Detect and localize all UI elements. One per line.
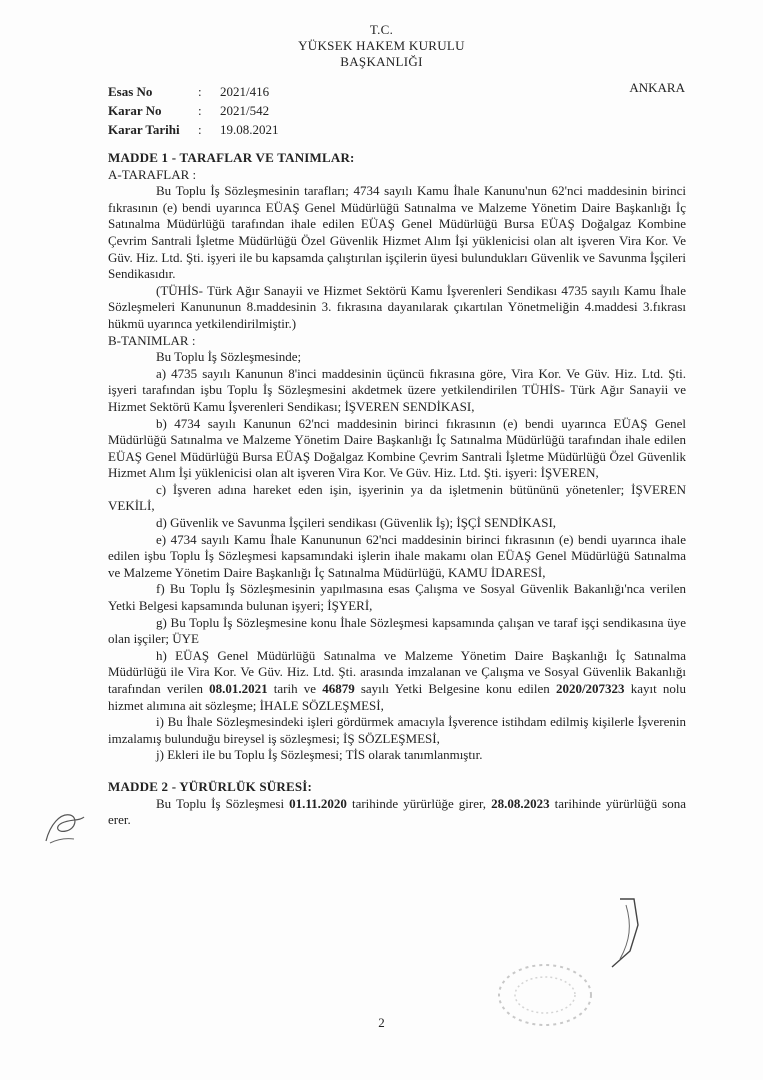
yetki-number: 46879 bbox=[322, 681, 355, 696]
tanimlar-intro: Bu Toplu İş Sözleşmesinde; bbox=[156, 349, 302, 365]
meta-value: 19.08.2021 bbox=[220, 122, 279, 137]
definition-item-i: i) Bu İhale Sözleşmesindeki işleri gördürmek amacıyla İşverence istihdam edilmiş kişilerle İşverenin imzalamış bulunduğu bireysel iş sözleşmesi; İŞ SÖZLEŞMESİ, bbox=[108, 714, 686, 746]
end-date: 28.08.2023 bbox=[491, 795, 550, 811]
taraflar-heading: A-TARAFLAR : bbox=[108, 166, 197, 182]
meta-value: 2021/542 bbox=[220, 103, 270, 118]
tuhis-note-paragraph: (TÜHİS- Türk Ağır Sanayii ve Hizmet Sektörü Kamu İşverenleri Sendikası 4735 sayılı Kamu İhale Sözleşmeleri Kanununun 8.maddesinin 3. fıkrasına dayanılarak çıkartılan Yönetmeliğin 4.maddesi 3.fıkrası hükmü uyarınca yetkilendirilmiştir.) bbox=[108, 282, 686, 331]
yetki-date: 08.01.2021 bbox=[209, 681, 268, 696]
definition-item-j: j) Ekleri ile bu Toplu İş Sözleşmesi; TİS olarak tanımlanmıştır. bbox=[156, 747, 483, 763]
margin-initial-signature bbox=[40, 805, 88, 849]
meta-label: Esas No bbox=[108, 84, 153, 99]
madde2-paragraph bbox=[108, 796, 686, 829]
definition-item-g: g) Bu Toplu İş Sözleşmesine konu İhale Sözleşmesi kapsamında çalışan ve taraf işçi sendikasına üye olan işçiler; ÜYE bbox=[108, 614, 686, 647]
item-h-text-3: sayılı Yetki Belgesine konu edilen bbox=[354, 681, 556, 696]
item-h-text-2: tarih ve bbox=[267, 681, 323, 696]
meta-label: Karar No bbox=[108, 103, 162, 118]
header-line-presidency: BAŞKANLIĞI bbox=[340, 54, 423, 69]
definition-item-d: d) Güvenlik ve Savunma İşçileri sendikası (Güvenlik İş); İŞÇİ SENDİKASI, bbox=[156, 515, 557, 531]
definition-item-b: b) 4734 sayılı Kanunun 62'nci maddesinin birinci fıkrasının (e) bendi uyarınca EÜAŞ Genel Müdürlüğü Satınalma ve Malzeme Yönetim Daire Başkanlığı İç Satınalma Müdürlüğü tarafından ihale edilen EÜAŞ Genel Müdürlüğü Bursa EÜAŞ Doğalgaz Kombine Çevrim Santrali İşletme Müdürlüğü Özel Güvenlik Hizmet Alım İşi yüklenicisi olan alt işveren Vira Kor. Ve Güv. Hiz. Ltd. Şti. işyeri: İŞVEREN, bbox=[108, 415, 686, 481]
start-date: 01.11.2020 bbox=[289, 795, 347, 811]
madde2-text-1: Bu Toplu İş Sözleşmesi bbox=[156, 795, 290, 811]
definition-item-a: a) 4735 sayılı Kanunun 8'inci maddesinin üçüncü fıkrasına göre, Vira Kor. Ve Güv. Hiz. Ltd. Şti. işyeri tarafından işbu Toplu İş Sözleşmesini akdetmek üzere yetkilendirilen TÜHİS- Türk Ağır Sanayii ve Hizmet Sektörü Kamu İşverenleri Sendikası; İŞVEREN SENDİKASI, bbox=[108, 365, 686, 414]
definition-item-f: f) Bu Toplu İş Sözleşmesinin yapılmasına esas Çalışma ve Sosyal Güvenlik Bakanlığı'nca verilen Yetki Belgesi kapsamında bulunan işyeri; İŞYERİ, bbox=[108, 581, 686, 614]
madde1-heading: MADDE 1 - TARAFLAR VE TANIMLAR: bbox=[108, 150, 355, 165]
document-header bbox=[0, 22, 763, 70]
meta-row-esas: Esas No : 2021/416 bbox=[108, 84, 270, 99]
meta-label: Karar Tarihi bbox=[108, 122, 180, 137]
meta-row-karar: Karar No : 2021/542 bbox=[108, 103, 270, 118]
item-h-text-4: kayıt nolu hizmet alımına ait sözleşme; İHALE SÖZLEŞMESİ, bbox=[108, 681, 686, 713]
document-body bbox=[108, 150, 686, 829]
signature-mark bbox=[590, 895, 660, 975]
definition-item-h bbox=[108, 648, 686, 714]
definition-item-e: e) 4734 sayılı Kamu İhale Kanununun 62'nci maddesinin birinci fıkrasının (e) bendi uyarınca ihale edilen işbu Toplu İş Sözleşmesi kapsamındaki işlerin ihale makamı olan EÜAŞ Genel Müdürlüğü Satınalma ve Malzeme Yönetim Daire Başkanlığı İç Satınalma Müdürlüğü, KAMU İDARESİ, bbox=[108, 531, 686, 580]
tanimlar-heading: B-TANIMLAR : bbox=[108, 332, 196, 348]
definition-item-c: c) İşveren adına hareket eden işin, işyerinin ya da işletmenin bütününü yönetenler; İŞVEREN VEKİLİ, bbox=[108, 481, 686, 514]
taraflar-paragraph: Bu Toplu İş Sözleşmesinin tarafları; 4734 sayılı Kamu İhale Kanunu'nun 62'nci maddesinin birinci fıkrasının (e) bendi uyarınca EÜAŞ Genel Müdürlüğü Satınalma ve Malzeme Yönetim Daire Başkanlığı İç Satınalma Müdürlüğü tarafından ihale edilen EÜAŞ Genel Müdürlüğü Bursa EÜAŞ Doğalgaz Kombine Çevrim Santrali İşletme Müdürlüğü Özel Güvenlik Hizmet Alım İşi yüklenicisi olan alt işveren Vira Kor. Ve Güv. Hiz. Ltd. Şti. işyeri ile bu kapsamda çalıştırılan işçilerin üyesi bulundukları Güvenlik ve Savunma İşçileri Sendikasıdır. bbox=[108, 183, 686, 282]
meta-row-karar-tarihi: Karar Tarihi : 19.08.2021 bbox=[108, 122, 279, 137]
header-line-institution: YÜKSEK HAKEM KURULU bbox=[298, 38, 465, 53]
registration-number: 2020/207323 bbox=[555, 681, 625, 696]
page-number: 2 bbox=[378, 1015, 385, 1030]
city-label: ANKARA bbox=[629, 80, 685, 95]
case-metadata bbox=[108, 82, 279, 139]
item-h-text-1: h) EÜAŞ Genel Müdürlüğü Satınalma ve Malzeme Yönetim Daire Başkanlığı İç Satınalma Müdürlüğü ile Vira Kor. Ve Güv. Hiz. Ltd. Şti. arasında imzalanan ve Çalışma ve Sosyal Güvenlik Bakanlığı tarafından verilen bbox=[108, 647, 686, 696]
meta-value: 2021/416 bbox=[220, 84, 270, 99]
header-line-tc: T.C. bbox=[369, 22, 394, 37]
madde2-heading: MADDE 2 - YÜRÜRLÜK SÜRESİ: bbox=[108, 778, 313, 794]
madde2-text-2: tarihinde yürürlüğe girer, bbox=[346, 795, 492, 811]
madde2-text-3: tarihinde yürürlüğü sona erer. bbox=[108, 795, 687, 828]
